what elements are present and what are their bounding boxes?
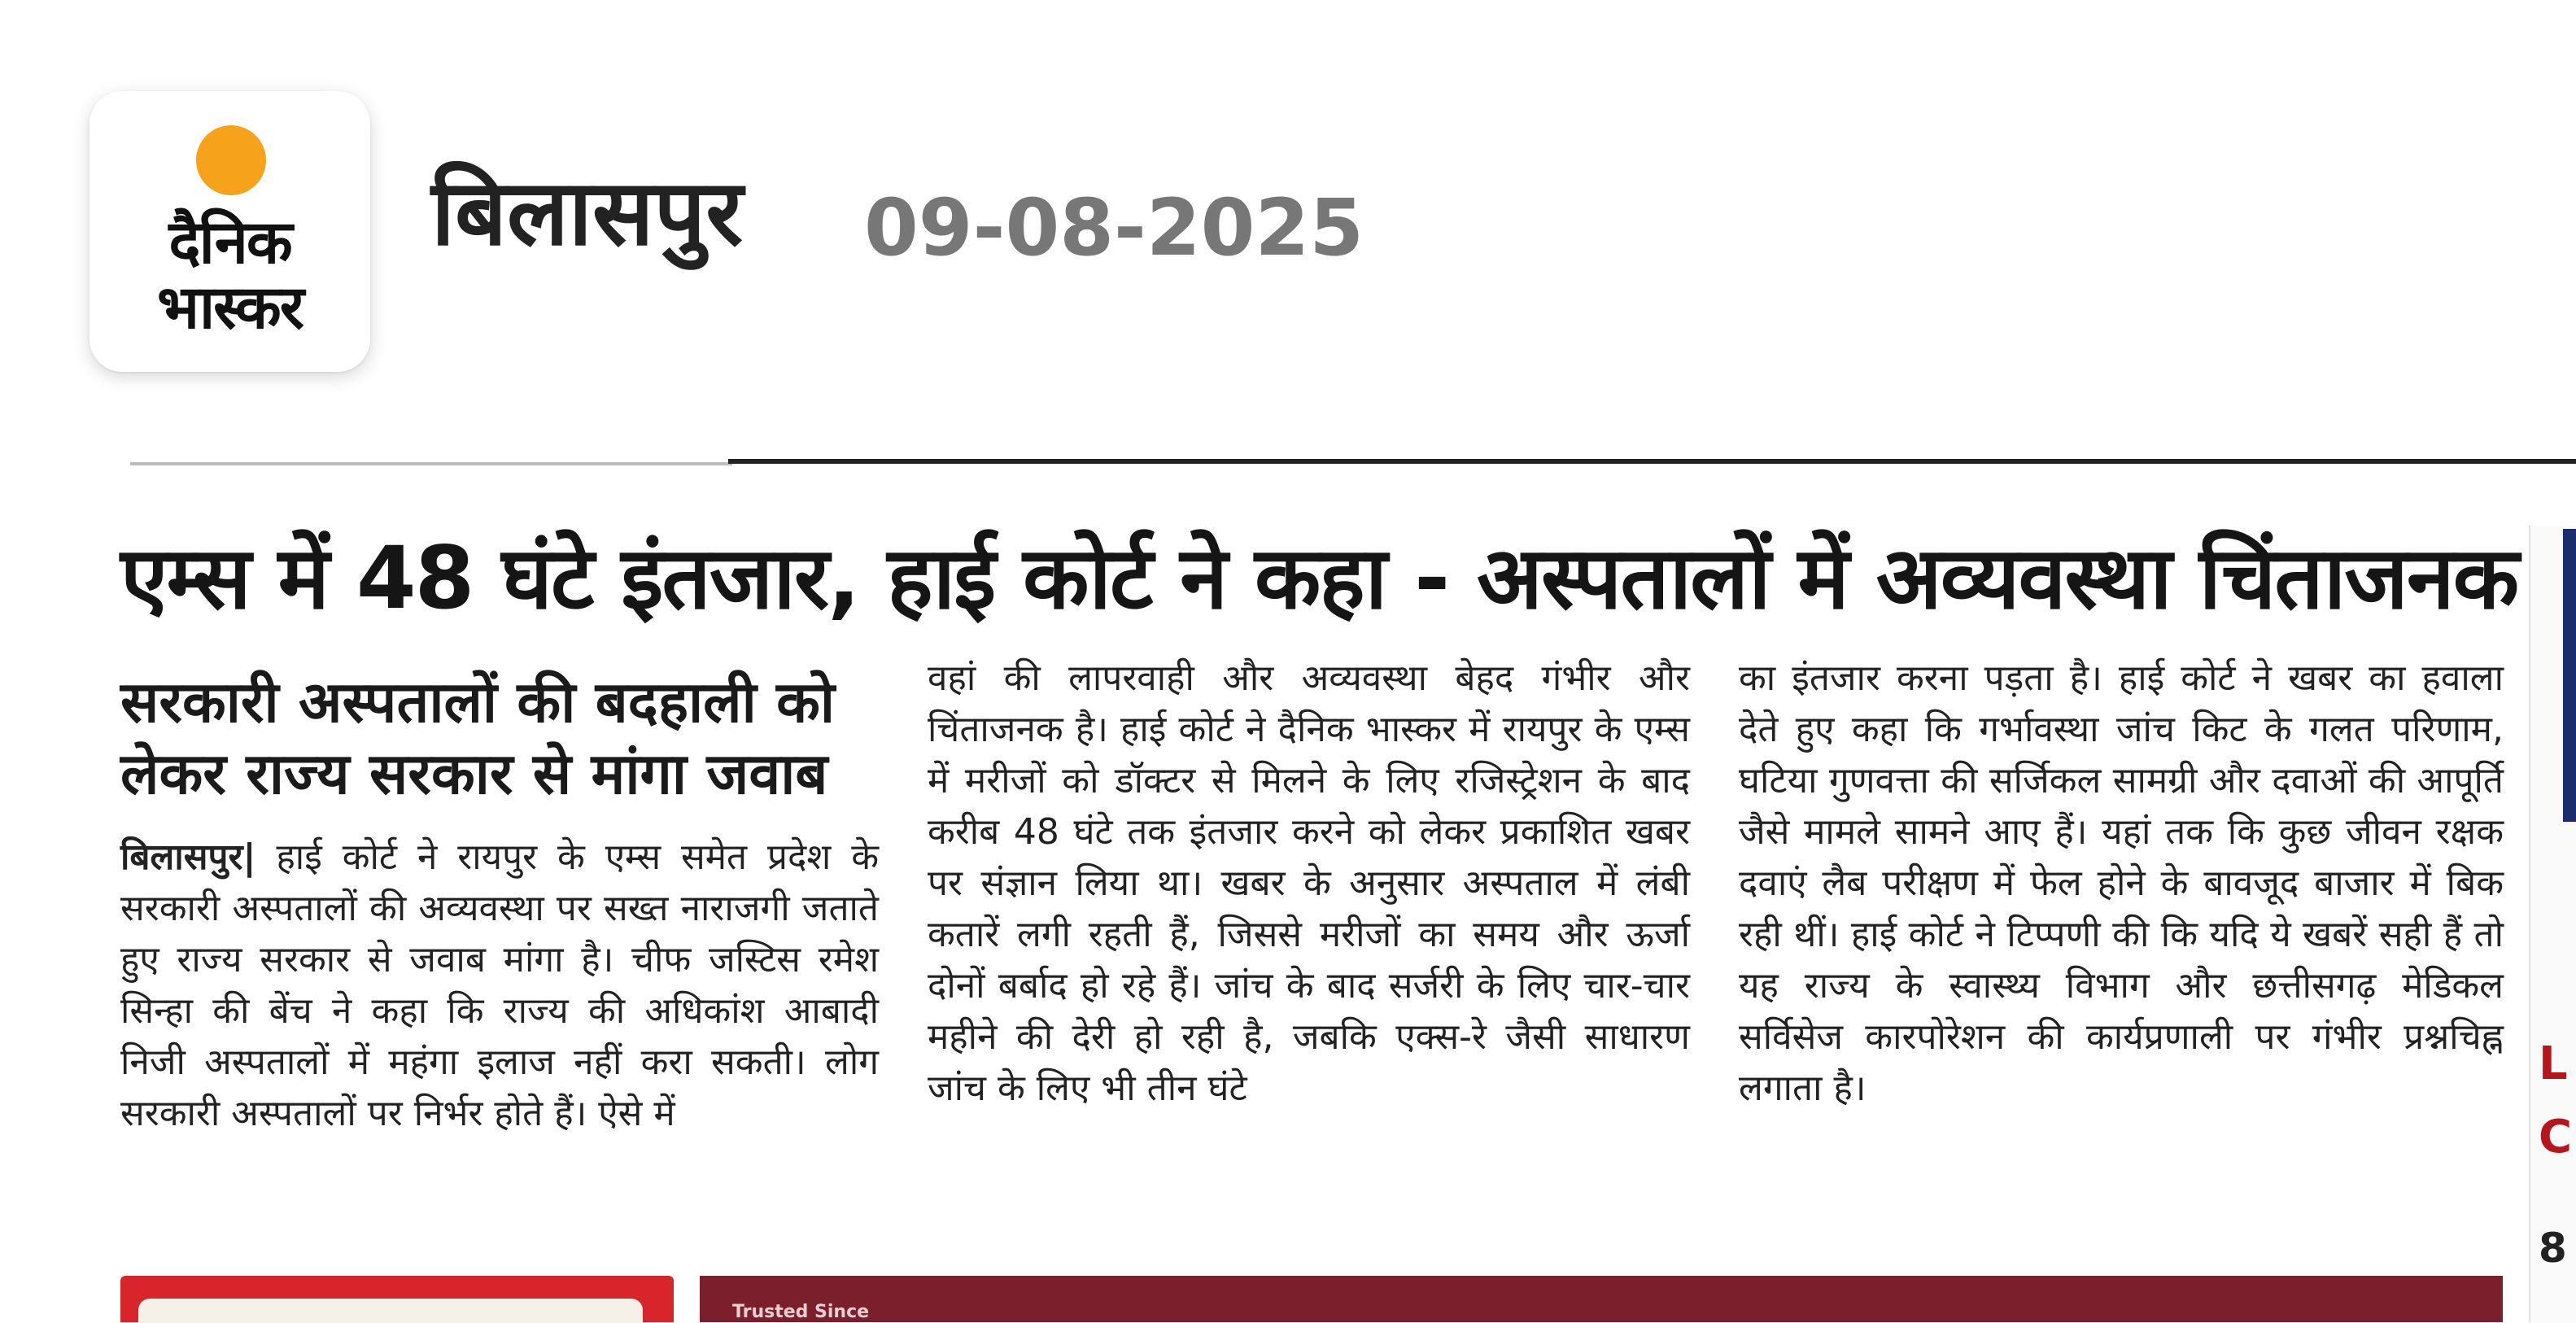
column-1-text: हाई कोर्ट ने रायपुर के एम्स समेत प्रदेश के सरकारी अस्पतालों की अव्यवस्था पर सख्त नाराजगी जताते हुए राज्य सरकार से जवाब मांगा है। चीफ जस्टिस रमेश सिन्हा की बेंच ने कहा कि राज्य की अधिकांश आबादी निजी अस्पतालों में महंगा इलाज नहीं करा सकती। लोग सरकारी अस्पतालों पर निर्भर होते हैं। ऐसे में [120, 836, 879, 1134]
logo-line1: दैनिक [168, 207, 291, 277]
edition-date: 09-08-2025 [864, 182, 1364, 273]
logo-tile [90, 91, 370, 372]
advertisement-left-panel [138, 1299, 643, 1323]
adjacent-article-bar [2563, 529, 2576, 822]
article-column-2: वहां की लापरवाही और अव्यवस्था बेहद गंभीर और चिंताजनक है। हाई कोर्ट ने दैनिक भास्कर में रायपुर के एम्स में मरीजों को डॉक्टर से मिलने के लिए रजिस्ट्रेशन के बाद करीब 48 घंटे तक इंतजार करने को लेकर प्रकाशित खबर पर संज्ञान लिया था। खबर के अनुसार अस्पताल में लंबी कतारें लगी रहती हैं, जिससे मरीजों का समय और ऊर्जा दोनों बर्बाद हो रहे हैं। जांच के बाद सर्जरी के लिए चार-चार महीने की देरी हो रही है, जबकि एक्स-रे जैसी साधारण जांच के लिए भी तीन घंटे [928, 657, 1690, 1109]
divider-thin [130, 462, 732, 465]
headline: एम्स में 48 घंटे इंतजार, हाई कोर्ट ने कहा - अस्पतालों में अव्यवस्था चिंताजनक [120, 528, 2518, 628]
logo-line2: भास्कर [156, 273, 303, 343]
dateline: बिलासपुर| [120, 836, 256, 878]
sun-icon [196, 125, 266, 195]
edge-letter-1: L [2539, 1037, 2568, 1090]
edge-letter-3: 8 [2539, 1225, 2567, 1272]
divider-thick [728, 459, 2576, 464]
advertisement-caption: Trusted Since [732, 1302, 870, 1322]
edge-letter-2: C [2539, 1111, 2573, 1164]
article-column-1 [120, 832, 879, 1139]
edition-city: बिलासपुर [431, 160, 744, 266]
article-column-3: का इंतजार करना पड़ता है। हाई कोर्ट ने खबर का हवाला देते हुए कहा कि गर्भावस्था जांच किट के गलत परिणाम, घटिया गुणवत्ता की सर्जिकल सामग्री और दवाओं की आपूर्ति जैसे मामले सामने आए हैं। यहां तक कि कुछ जीवन रक्षक दवाएं लैब परीक्षण में फेल होने के बावजूद बाजार में बिक रही थीं। हाई कोर्ट ने टिप्पणी की कि यदि ये खबरें सही हैं तो यह राज्य के स्वास्थ्य विभाग और छत्तीसगढ़ मेडिकल सर्विसेज कारपोरेशन की कार्यप्रणाली पर गंभीर प्रश्नचिह्न लगाता है। [1739, 657, 2504, 1109]
advertisement-right [700, 1276, 2503, 1322]
subhead: सरकारी अस्पतालों की बदहाली को लेकर राज्य सरकार से मांगा जवाब [120, 669, 835, 807]
